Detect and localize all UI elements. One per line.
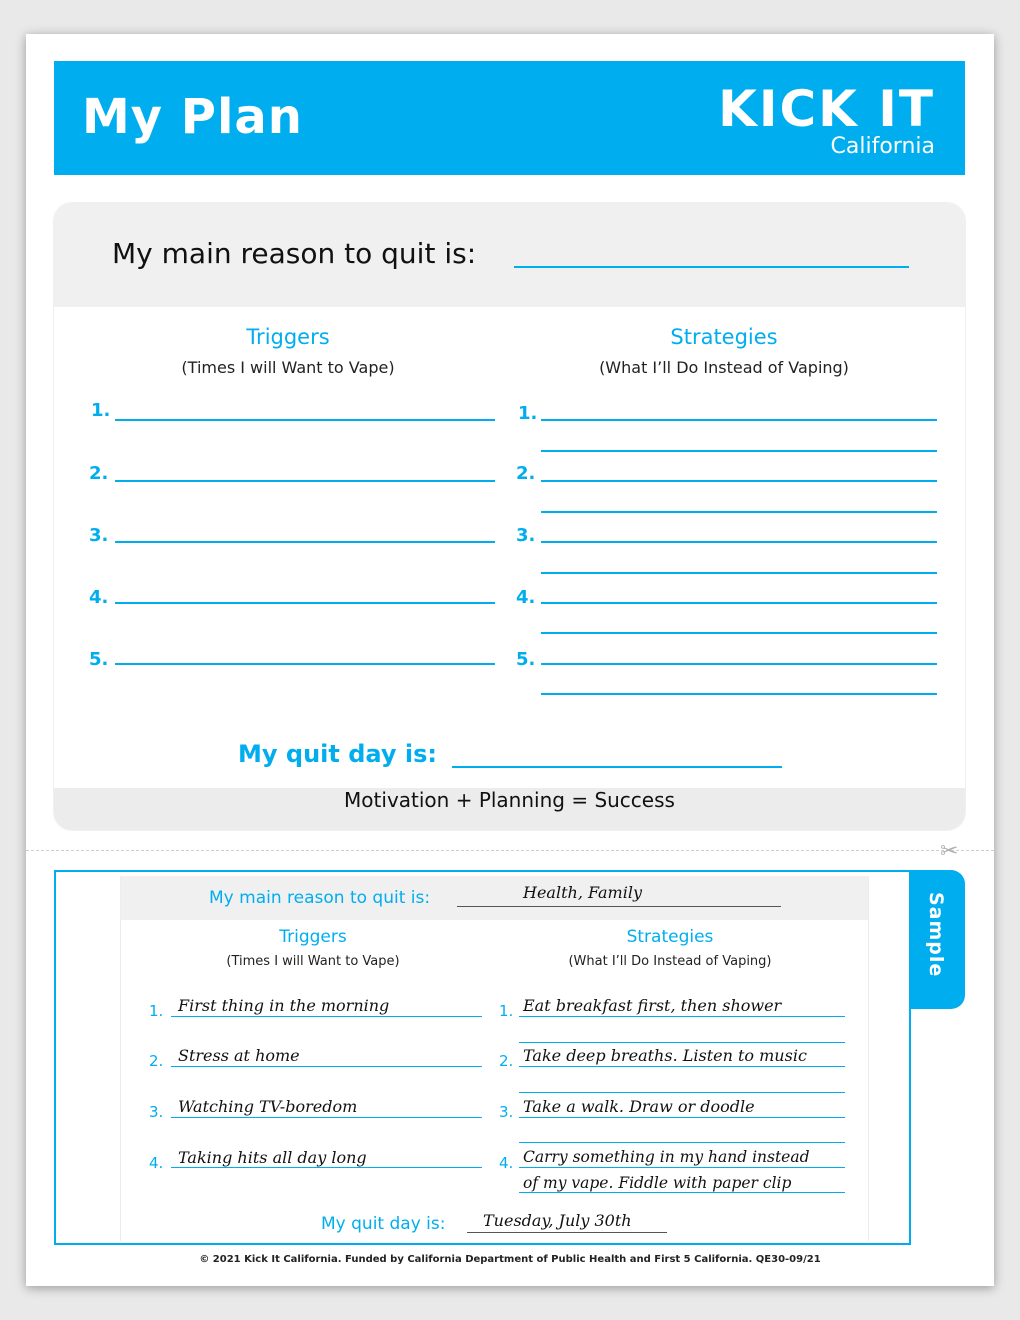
logo-word: KICK IT [718,80,935,138]
sample-strategy-line-1a [519,1016,845,1017]
sample-strategy-number-3: 3. [499,1103,514,1121]
trigger-number-1: 1. [91,400,111,421]
trigger-line-5[interactable] [115,663,495,665]
sample-reason-line [457,906,781,907]
scissors-icon: ✂ [940,838,959,863]
strategy-line-2a[interactable] [541,480,937,482]
strategy-line-4a[interactable] [541,602,937,604]
sample-strategy-line-1b [519,1042,845,1043]
sample-triggers-heading: Triggers [279,927,347,947]
logo-subtitle: California [830,134,935,159]
footer-credit: © 2021 Kick It California. Funded by California Department of Public Health and First 5 California. QE30-09/21 [199,1254,821,1265]
strategy-number-3: 3. [516,525,536,546]
triggers-heading: Triggers [246,325,330,349]
sample-strategies-subheading: (What I’ll Do Instead of Vaping) [568,954,772,969]
strategy-line-4b[interactable] [541,632,937,634]
trigger-number-2: 2. [89,463,109,484]
reason-label: My main reason to quit is: [112,237,477,270]
header-banner [54,61,965,175]
quit-day-input-line[interactable] [452,766,782,768]
quit-day-label: My quit day is: [238,740,437,768]
strategy-number-5: 5. [516,649,536,670]
reason-band [54,203,965,307]
sample-strategy-4b: of my vape. Fiddle with paper clip [523,1174,792,1192]
sample-strategy-line-2a [519,1066,845,1067]
trigger-number-5: 5. [89,649,109,670]
sample-trigger-number-4: 4. [149,1154,164,1172]
sample-reason-value: Health, Family [523,883,642,902]
trigger-line-2[interactable] [115,480,495,482]
strategy-line-1b[interactable] [541,450,937,452]
sample-trigger-4: Taking hits all day long [178,1148,367,1167]
sample-triggers-subheading: (Times I will Want to Vape) [226,954,400,969]
sample-strategy-number-2: 2. [499,1052,514,1070]
sample-strategy-4a: Carry something in my hand instead [523,1148,810,1166]
sample-quit-day-label: My quit day is: [321,1214,446,1234]
sample-trigger-2: Stress at home [178,1046,300,1065]
sample-trigger-line-1 [171,1016,482,1017]
trigger-line-4[interactable] [115,602,495,604]
sample-card [120,876,869,1241]
sample-strategy-3: Take a walk. Draw or doodle [523,1097,755,1116]
sample-strategy-line-4b [519,1192,845,1193]
trigger-number-3: 3. [89,525,109,546]
strategy-number-1: 1. [518,403,538,424]
sample-strategy-line-3a [519,1117,845,1118]
sample-trigger-line-2 [171,1066,482,1067]
sample-strategies-heading: Strategies [626,927,714,947]
strategy-line-3b[interactable] [541,572,937,574]
strategies-heading: Strategies [670,325,778,349]
sample-trigger-line-4 [171,1167,482,1168]
sample-reason-label: My main reason to quit is: [209,888,431,908]
sample-strategy-1: Eat breakfast first, then shower [523,996,782,1015]
strategy-line-3a[interactable] [541,541,937,543]
trigger-line-1[interactable] [115,419,495,421]
sample-quit-day-line [467,1232,667,1233]
triggers-subheading: (Times I will Want to Vape) [181,358,395,377]
sample-strategy-number-1: 1. [499,1002,514,1020]
trigger-line-3[interactable] [115,541,495,543]
sample-strategy-line-3b [519,1142,845,1143]
strategy-line-2b[interactable] [541,511,937,513]
sample-trigger-number-2: 2. [149,1052,164,1070]
cut-line [26,850,994,851]
sample-strategy-line-4a [519,1167,845,1168]
strategies-subheading: (What I’ll Do Instead of Vaping) [599,358,849,377]
page-title: My Plan [82,89,303,145]
sample-strategy-number-4: 4. [499,1154,514,1172]
trigger-number-4: 4. [89,587,109,608]
kick-it-logo [718,80,935,159]
sample-trigger-3: Watching TV-boredom [178,1097,358,1116]
sample-trigger-number-1: 1. [149,1002,164,1020]
sample-trigger-line-3 [171,1117,482,1118]
strategy-number-4: 4. [516,587,536,608]
sample-trigger-number-3: 3. [149,1103,164,1121]
sample-reason-band [121,876,868,920]
sample-strategy-2: Take deep breaths. Listen to music [523,1046,807,1065]
strategy-number-2: 2. [516,463,536,484]
sample-trigger-1: First thing in the morning [178,996,390,1015]
strategy-line-1a[interactable] [541,419,937,421]
reason-input-line[interactable] [514,266,909,268]
plan-card [54,203,965,830]
sample-tab [909,870,965,1009]
sample-quit-day-value: Tuesday, July 30th [483,1211,632,1230]
strategy-line-5a[interactable] [541,663,937,665]
sample-tab-label: Sample [925,892,947,978]
sample-strategy-line-2b [519,1092,845,1093]
motto-band: Motivation + Planning = Success [54,788,965,830]
strategy-line-5b[interactable] [541,693,937,695]
